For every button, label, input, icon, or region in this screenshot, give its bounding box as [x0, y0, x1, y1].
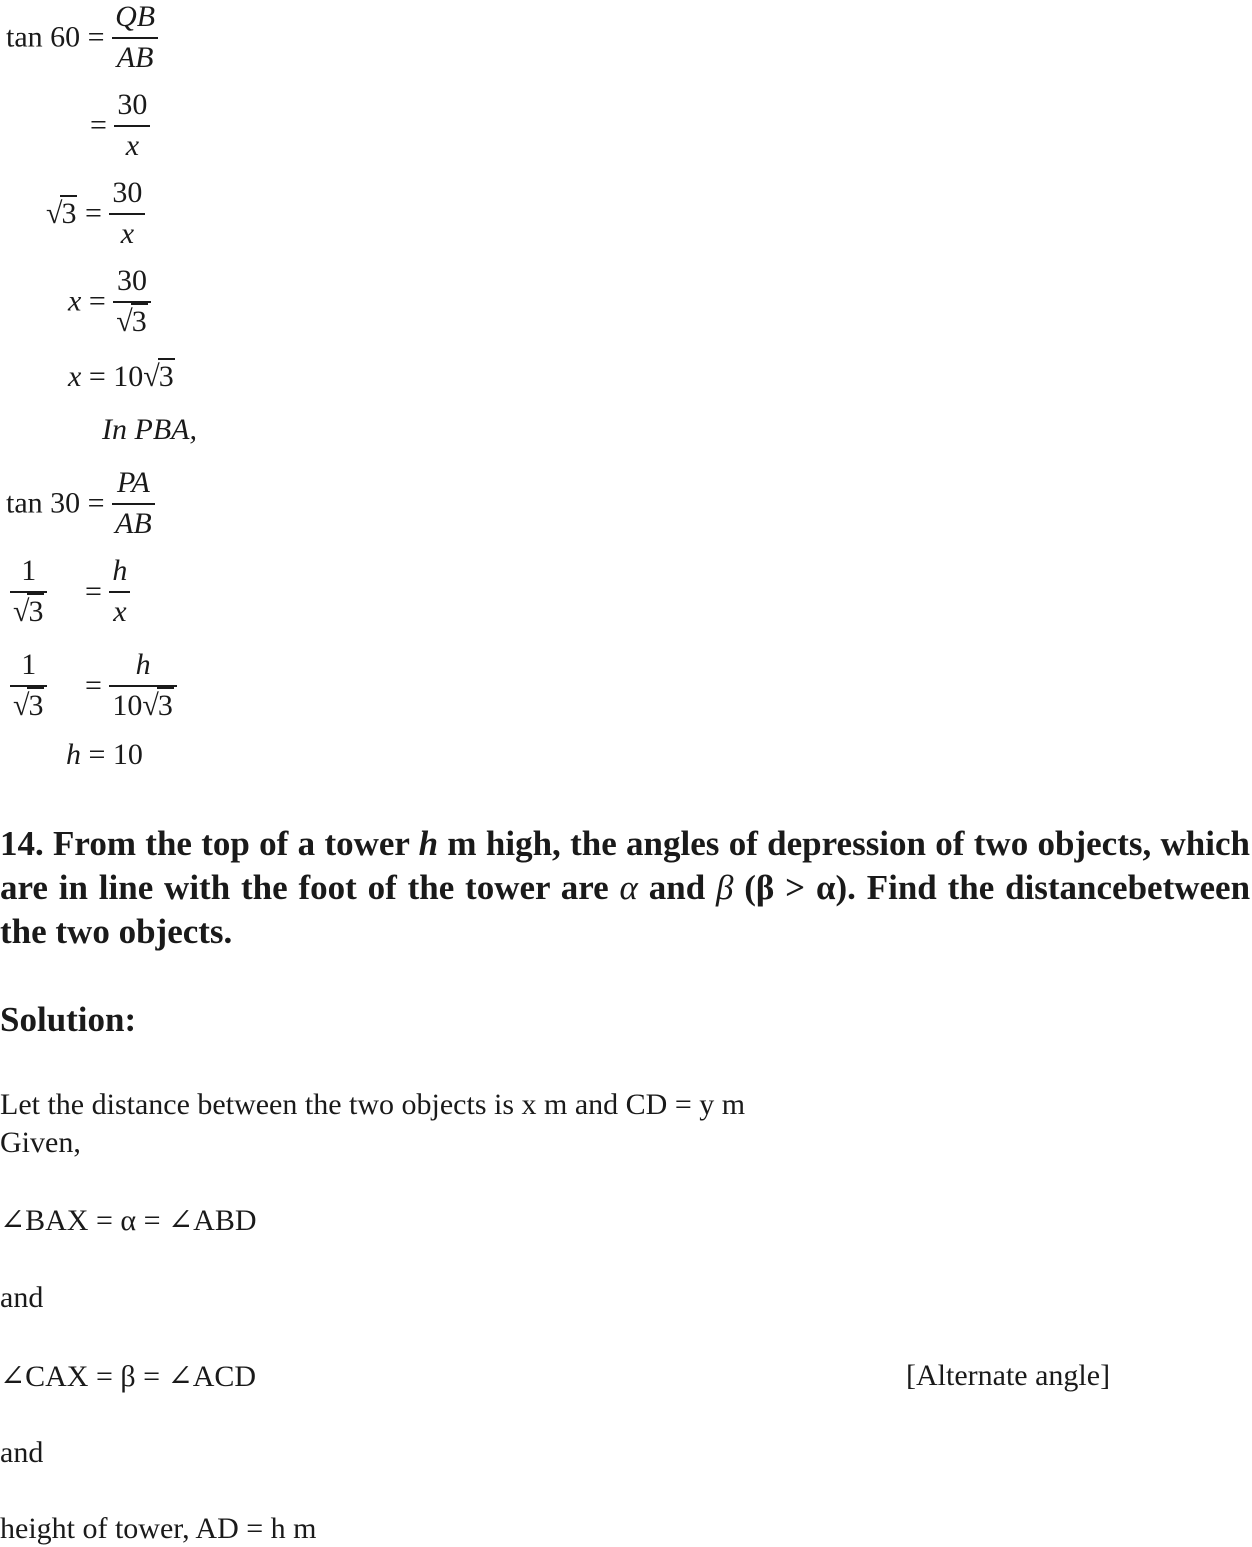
eq-line3 [46, 176, 145, 251]
question-text-1: 14. From the top of a tower [0, 824, 410, 863]
question-alpha: α [619, 868, 638, 907]
equals-sign: = [90, 108, 107, 142]
eq-line9 [10, 648, 177, 723]
fraction-numerator: 30 [112, 176, 143, 209]
fraction-numerator: 30 [116, 264, 147, 297]
equals-sign: = [88, 284, 106, 318]
fraction-left [10, 648, 47, 723]
eq-tan30-lhs: tan 30 = [6, 486, 105, 520]
equals-sign: = [88, 360, 106, 393]
fraction-denominator: AB [116, 40, 154, 74]
equals-sign: = [84, 574, 102, 608]
solution-heading: Solution: [0, 1000, 137, 1039]
fraction-denominator: 10√3 [112, 688, 173, 722]
question-text-3: Find the distancebetween the two objects. [0, 868, 1251, 951]
eq-line5 [68, 362, 175, 392]
result-value: 10 [112, 738, 143, 771]
fraction-denominator: x [120, 216, 135, 250]
eq-line4 [68, 264, 151, 339]
fraction-numerator: 1 [21, 554, 37, 587]
var-h: h [66, 738, 81, 771]
fraction-numerator: QB [115, 0, 156, 33]
eq-tan60 [6, 0, 158, 75]
solution-line-1: Let the distance between the two objects is x m and CD = y m [0, 1088, 746, 1121]
fraction-right [109, 648, 176, 723]
fraction-numerator: 1 [21, 648, 37, 681]
in-pba-label: In PBA, [102, 413, 197, 446]
var-x: x [68, 360, 82, 393]
fraction [113, 264, 150, 339]
fraction [114, 88, 150, 163]
eq-line2 [90, 88, 150, 163]
fraction [109, 176, 145, 251]
coefficient: 10 [113, 360, 144, 393]
fraction-denominator: √3 [116, 304, 147, 338]
question-condition: (β > α). [744, 868, 856, 907]
question-text-2: m high, the angles of depression of two objects, which are in line with the foot of the tower are [0, 824, 1250, 907]
fraction-numerator: h [112, 554, 128, 587]
fraction-denominator: √3 [13, 688, 44, 722]
fraction-right [109, 554, 130, 629]
fraction-denominator: x [113, 594, 127, 628]
eq-tan60-fraction [112, 0, 158, 75]
question-14 [0, 822, 1250, 954]
solution-line-2: Given, [0, 1126, 81, 1159]
eq-line8 [10, 554, 130, 629]
fraction-denominator: AB [115, 506, 152, 540]
solution-line-3: ∠BAX = α = ∠ABD [0, 1204, 257, 1237]
eq-tan30-fraction [112, 466, 155, 541]
question-and: and [648, 868, 706, 907]
solution-line-7: height of tower, AD = h m [0, 1512, 317, 1545]
question-var-h: h [418, 824, 439, 863]
var-x: x [68, 284, 82, 318]
fraction-denominator: x [125, 128, 140, 162]
equals-sign: = [84, 668, 102, 702]
fraction-numerator: 30 [117, 88, 148, 121]
sqrt-3: √3 [143, 360, 174, 393]
fraction-denominator: √3 [13, 594, 44, 628]
sqrt-3: √3 [46, 196, 77, 230]
question-beta: β [716, 868, 734, 907]
fraction-numerator: h [135, 648, 151, 681]
fraction-numerator: PA [117, 466, 150, 499]
solution-line-4: and [0, 1281, 44, 1314]
fraction-left [10, 554, 47, 629]
eq-line10 [66, 740, 143, 770]
equals-sign: = [88, 738, 106, 771]
eq-tan60-lhs: tan 60 = [6, 20, 105, 54]
solution-line-5: ∠CAX = β = ∠ACD [0, 1360, 257, 1393]
eq-tan30 [6, 466, 155, 541]
solution-line-5-note: [Alternate angle] [906, 1359, 1111, 1392]
solution-line-6: and [0, 1436, 44, 1469]
equals-sign: = [84, 196, 102, 230]
